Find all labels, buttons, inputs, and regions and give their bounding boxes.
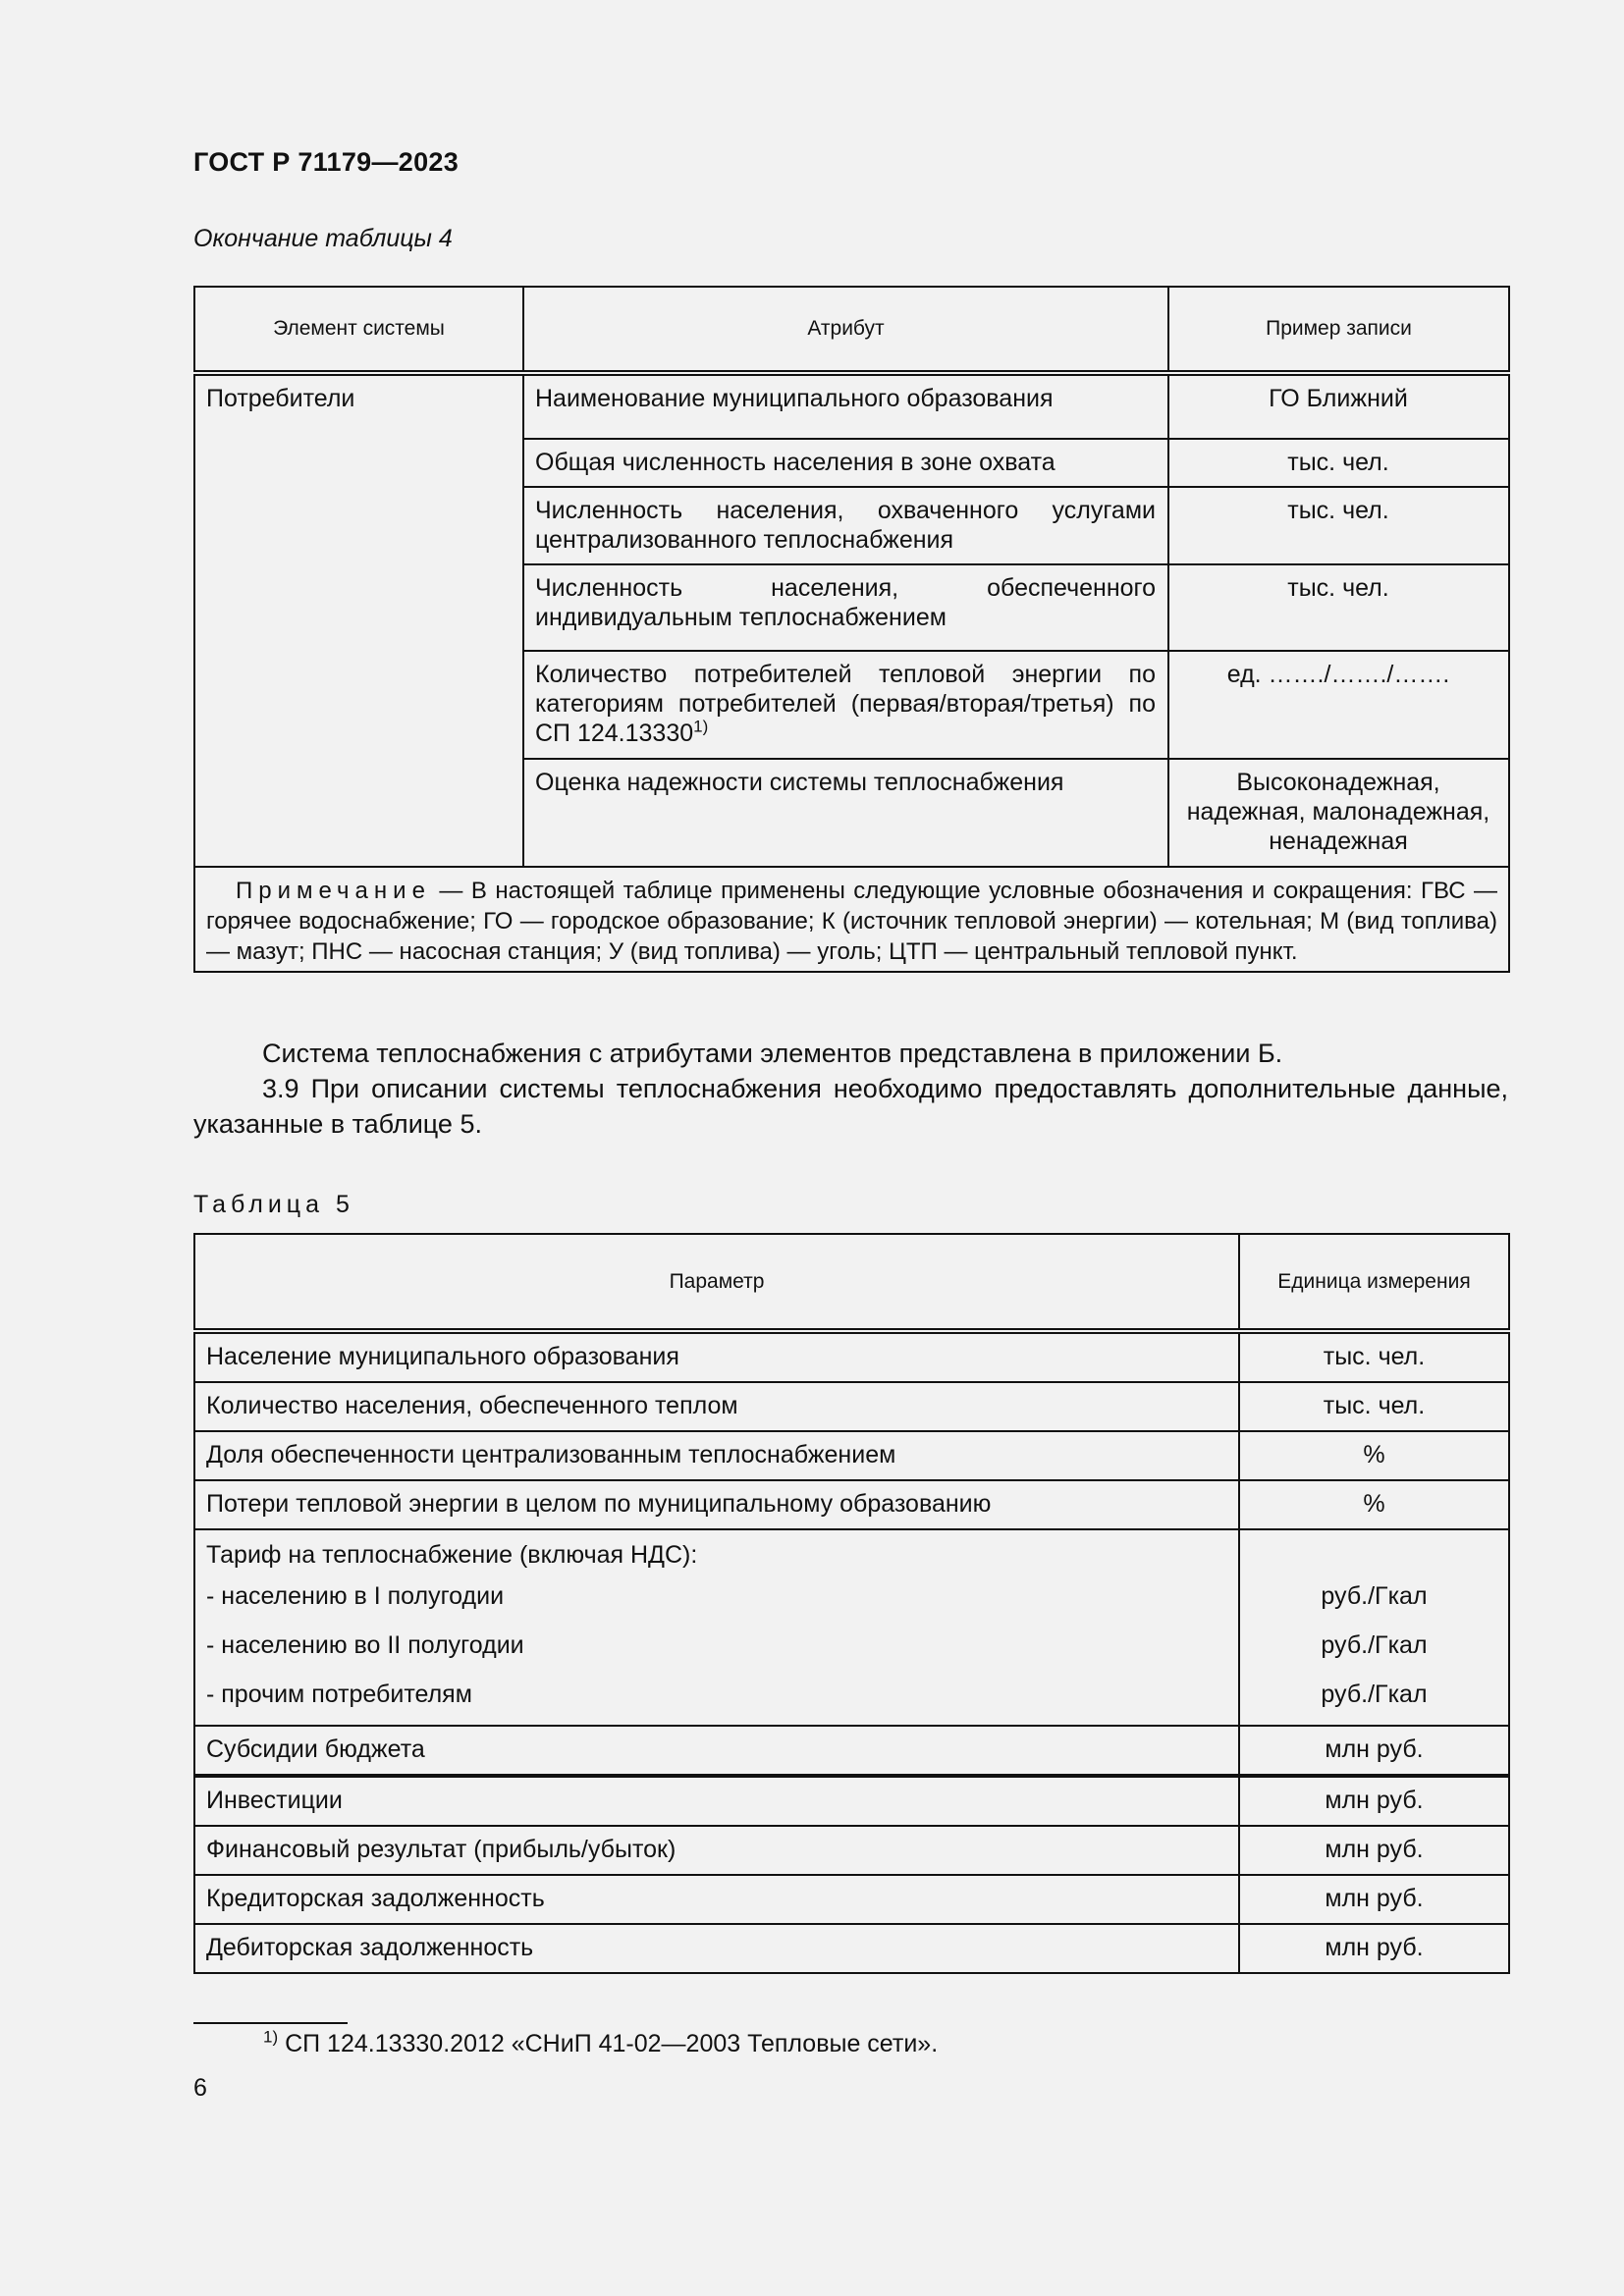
tariff-unit: руб./Гкал [1321, 1681, 1428, 1708]
unit-cell: % [1239, 1480, 1509, 1529]
column-header-attribute: Атрибут [523, 287, 1168, 373]
example-cell: тыс. чел. [1168, 439, 1509, 487]
example-cell: тыс. чел. [1168, 564, 1509, 651]
example-cell: ед. ……./……./……. [1168, 651, 1509, 759]
tariff-unit: руб./Гкал [1321, 1582, 1428, 1610]
parameter-cell: Население муниципального образования [194, 1331, 1239, 1382]
parameter-cell: Инвестиции [194, 1776, 1239, 1826]
footnote-text: СП 124.13330.2012 «СНиП 41-02—2003 Тепловые сети». [278, 2030, 939, 2057]
example-cell: ГО Ближний [1168, 373, 1509, 439]
table-row [194, 373, 1509, 439]
table5-caption: Таблица 5 [193, 1191, 354, 1218]
table-header-row [194, 287, 1509, 373]
table-row [194, 1875, 1509, 1924]
unit-cell: млн руб. [1239, 1776, 1509, 1826]
unit-cell: тыс. чел. [1239, 1382, 1509, 1431]
page-number: 6 [193, 2074, 207, 2102]
table-note-row [194, 867, 1509, 972]
paragraph: Система теплоснабжения с атрибутами элементов представлена в приложении Б. [262, 1039, 1283, 1068]
parameter-cell: Субсидии бюджета [194, 1726, 1239, 1776]
document-code: ГОСТ Р 71179—2023 [193, 147, 460, 177]
tariff-title: Тариф на теплоснабжение (включая НДС): [206, 1541, 698, 1569]
element-cell: Потребители [194, 373, 523, 867]
parameter-cell: Дебиторская задолженность [194, 1924, 1239, 1973]
footnote-mark: 1) [263, 2027, 279, 2047]
attribute-text: Количество потребителей тепловой энергии по категориям потребителей (первая/вторая/третья) по СП 124.13330 [535, 661, 1156, 747]
table-note [194, 867, 1509, 972]
unit-cell: млн руб. [1239, 1826, 1509, 1875]
table-row [194, 1924, 1509, 1973]
table-header-row [194, 1234, 1509, 1331]
tariff-unit: руб./Гкал [1321, 1631, 1428, 1659]
attribute-cell: Общая численность населения в зоне охвата [523, 439, 1168, 487]
column-header-example: Пример записи [1168, 287, 1509, 373]
table-row-tariff [194, 1529, 1509, 1726]
attribute-cell: Оценка надежности системы теплоснабжения [523, 759, 1168, 867]
tariff-item: - прочим потребителям [206, 1681, 472, 1708]
table-row [194, 1826, 1509, 1875]
table-4 [193, 286, 1510, 973]
parameter-cell: Потери тепловой энергии в целом по муниципальному образованию [194, 1480, 1239, 1529]
unit-cell: млн руб. [1239, 1875, 1509, 1924]
table-row [194, 1331, 1509, 1382]
note-label: Примечание [236, 878, 431, 904]
footnote-ref: 1) [693, 717, 709, 736]
parameter-cell: Доля обеспеченности централизованным теплоснабжением [194, 1431, 1239, 1480]
parameter-cell: Кредиторская задолженность [194, 1875, 1239, 1924]
table-row [194, 1776, 1509, 1826]
parameter-cell: Количество населения, обеспеченного теплом [194, 1382, 1239, 1431]
column-header-element: Элемент системы [194, 287, 523, 373]
attribute-cell: Наименование муниципального образования [523, 373, 1168, 439]
unit-cell: млн руб. [1239, 1726, 1509, 1776]
parameter-cell: Финансовый результат (прибыль/убыток) [194, 1826, 1239, 1875]
footnote [263, 2027, 939, 2058]
note-text: — В настоящей таблице применены следующие условные обозначения и сокращения: ГВС — горячее водоснабжение; ГО — городское образование; К (источник тепловой энергии) — котельная; М (вид топлива) — мазут; ПНС — насосная станция; У (вид топлива) — уголь; ЦТП — центральный тепловой пункт. [206, 878, 1497, 965]
unit-cell: % [1239, 1431, 1509, 1480]
unit-cell: тыс. чел. [1239, 1331, 1509, 1382]
table-row [194, 1382, 1509, 1431]
table-row [194, 1726, 1509, 1776]
example-cell: Высоконадежная, надежная, малонадежная, ненадежная [1168, 759, 1509, 867]
unit-cell [1239, 1529, 1509, 1726]
table4-caption: Окончание таблицы 4 [193, 225, 453, 252]
attribute-cell [523, 651, 1168, 759]
table-row [194, 1480, 1509, 1529]
attribute-cell: Численность населения, охваченного услугами централизованного теплоснабжения [523, 487, 1168, 564]
column-header-parameter: Параметр [194, 1234, 1239, 1331]
column-header-unit: Единица измерения [1239, 1234, 1509, 1331]
parameter-cell [194, 1529, 1239, 1726]
unit-cell: млн руб. [1239, 1924, 1509, 1973]
table-row [194, 1431, 1509, 1480]
tariff-item: - населению во II полугодии [206, 1631, 524, 1659]
attribute-cell: Численность населения, обеспеченного индивидуальным теплоснабжением [523, 564, 1168, 651]
paragraph: 3.9 При описании системы теплоснабжения необходимо предоставлять дополнительные данные, указанные в таблице 5. [193, 1074, 1508, 1139]
example-cell: тыс. чел. [1168, 487, 1509, 564]
tariff-item: - населению в I полугодии [206, 1582, 505, 1610]
table-5 [193, 1233, 1510, 1974]
footnote-separator [193, 2022, 348, 2024]
